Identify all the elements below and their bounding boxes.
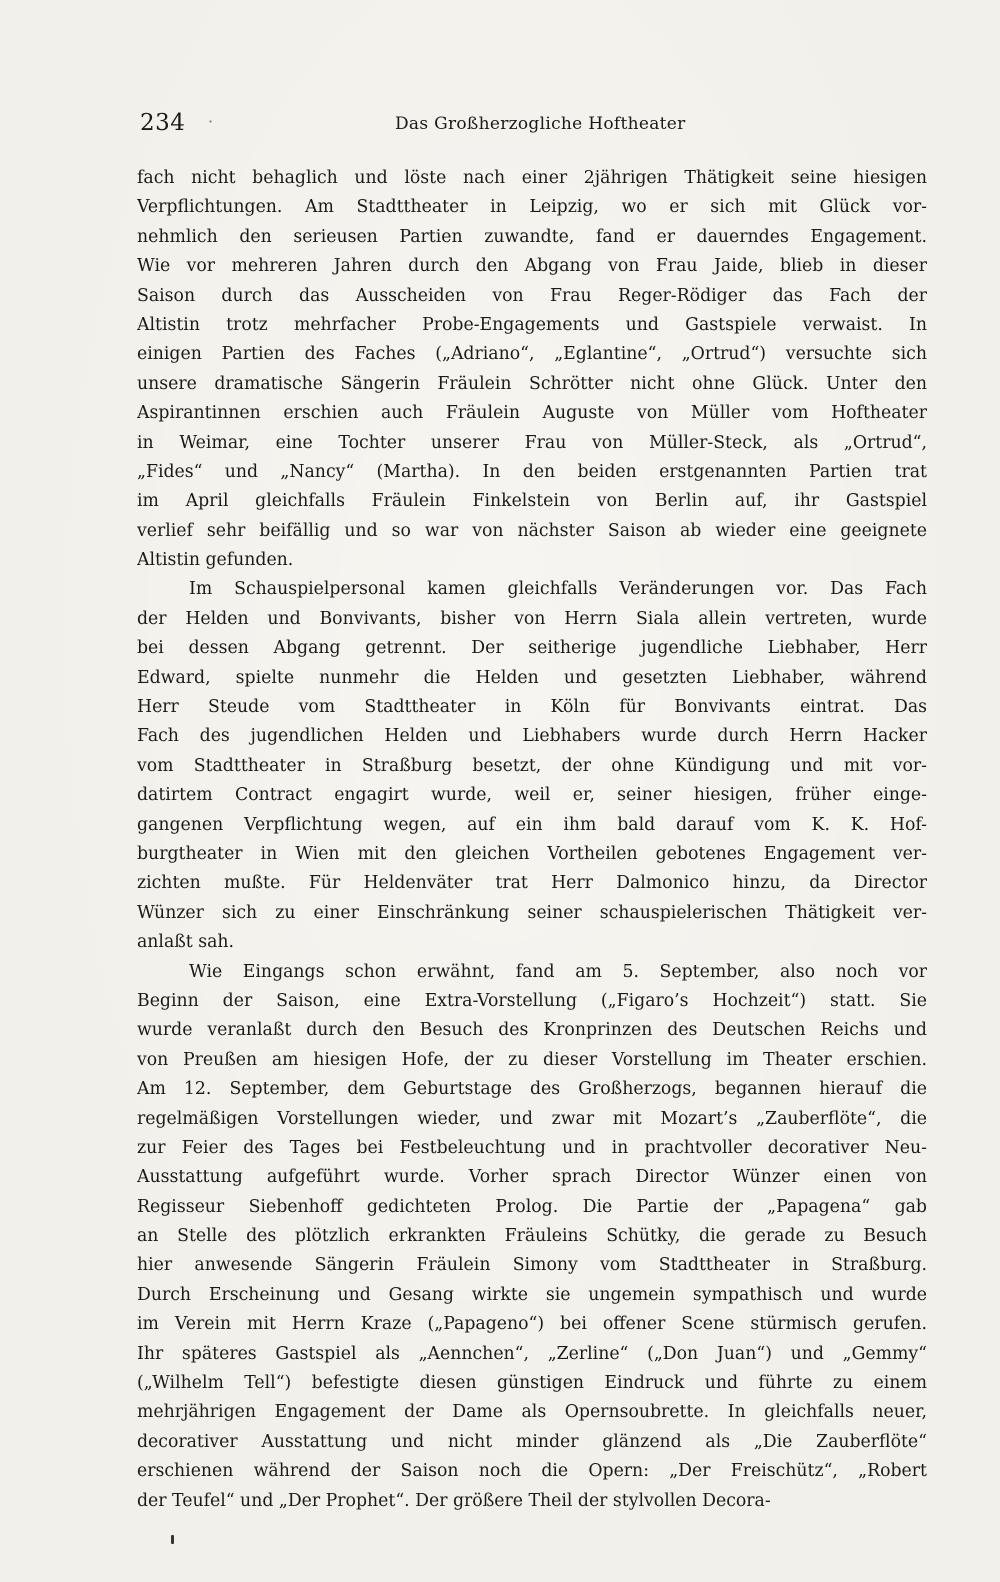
text-line: regelmäßigen Vorstellungen wieder, und zwar mit Mozart’s „Zauberflöte“, die [137, 1108, 927, 1129]
text-line: Edward, spielte nunmehr die Helden und gesetzten Liebhaber, während [137, 667, 927, 688]
text-line: decorativer Ausstattung und nicht minder glänzend als „Die Zauberflöte“ [137, 1431, 927, 1452]
text-line: im April gleichfalls Fräulein Finkelstein von Berlin auf, ihr Gastspiel [137, 491, 927, 512]
text-line: „Fides“ und „Nancy“ (Martha). In den beiden erstgenannten Partien trat [137, 461, 927, 482]
text-line: nehmlich den serieusen Partien zuwandte, fand er dauerndes Engagement. [137, 226, 927, 247]
paragraph [137, 164, 927, 575]
text-line: Regisseur Siebenhoff gedichteten Prolog. Die Partie der „Papagena“ gab [137, 1196, 927, 1217]
text-line: Durch Erscheinung und Gesang wirkte sie ungemein sympathisch und wurde [137, 1284, 927, 1305]
running-title: Das Großherzogliche Hoftheater [395, 114, 686, 134]
page-number: 234 [140, 110, 186, 136]
text-line: Wie vor mehreren Jahren durch den Abgang von Frau Jaide, blieb in dieser [137, 256, 927, 277]
text-line: datirtem Contract engagirt wurde, weil er, seiner hiesigen, früher einge- [137, 785, 927, 806]
text-line: von Preußen am hiesigen Hofe, der zu dieser Vorstellung im Theater erschien. [137, 1049, 927, 1070]
text-line: Ihr späteres Gastspiel als „Aennchen“, „Zerline“ („Don Juan“) und „Gemmy“ [137, 1343, 927, 1364]
text-line: im Verein mit Herrn Kraze („Papageno“) bei offener Scene stürmisch gerufen. [137, 1314, 927, 1335]
text-line: Ausstattung aufgeführt wurde. Vorher sprach Director Wünzer einen von [137, 1167, 927, 1188]
text-line: Saison durch das Ausscheiden von Frau Reger-Rödiger das Fach der [137, 285, 927, 306]
text-line: verlief sehr beifällig und so war von nächster Saison ab wieder eine geeignete [137, 520, 927, 541]
text-line: zichten mußte. Für Heldenväter trat Herr Dalmonico hinzu, da Director [137, 873, 927, 894]
text-line: Wie Eingangs schon erwähnt, fand am 5. September, also noch vor [189, 961, 927, 982]
paragraph [137, 575, 927, 957]
text-line: („Wilhelm Tell“) befestigte diesen günstigen Eindruck und führte zu einem [137, 1373, 927, 1394]
text-line: hier anwesende Sängerin Fräulein Simony vom Stadttheater in Straßburg. [137, 1255, 927, 1276]
text-line: an Stelle des plötzlich erkrankten Fräuleins Schütky, die gerade zu Besuch [137, 1226, 927, 1247]
text-line: einigen Partien des Faches („Adriano“, „Eglantine“, „Ortrud“) versuchte sich [137, 344, 927, 365]
text-line: Beginn der Saison, eine Extra-Vorstellung („Figaro’s Hochzeit“) statt. Sie [137, 990, 927, 1011]
text-line: der Helden und Bonvivants, bisher von Herrn Siala allein vertreten, wurde [137, 608, 927, 629]
text-line: erschienen während der Saison noch die Opern: „Der Freischütz“, „Robert [137, 1461, 927, 1482]
text-line: gangenen Verpflichtung wegen, auf ein ihm bald darauf vom K. K. Hof- [137, 814, 927, 835]
text-line: unsere dramatische Sängerin Fräulein Schrötter nicht ohne Glück. Unter den [137, 373, 927, 394]
text-line: bei dessen Abgang getrennt. Der seitherige jugendliche Liebhaber, Herr [137, 638, 927, 659]
text-line: anlaßt sah. [137, 932, 235, 953]
text-line: in Weimar, eine Tochter unserer Frau von Müller-Steck, als „Ortrud“, [137, 432, 927, 453]
text-line: zur Feier des Tages bei Festbeleuchtung und in prachtvoller decorativer Neu- [137, 1137, 927, 1158]
running-head [140, 110, 860, 140]
header-mark: · [208, 112, 214, 131]
text-line: Wünzer sich zu einer Einschränkung seiner schauspielerischen Thätigkeit ver- [137, 902, 927, 923]
body-text [137, 164, 927, 1516]
text-line: mehrjährigen Engagement der Dame als Opernsoubrette. In gleichfalls neuer, [137, 1402, 927, 1423]
scan-speck [171, 1535, 174, 1544]
text-line: der Teufel“ und „Der Prophet“. Der größere Theil der stylvollen Decora- [137, 1490, 771, 1511]
text-line: wurde veranlaßt durch den Besuch des Kronprinzen des Deutschen Reichs und [137, 1020, 927, 1041]
text-line: Fach des jugendlichen Helden und Liebhabers wurde durch Herrn Hacker [137, 726, 927, 747]
text-line: Altistin trotz mehrfacher Probe-Engagements und Gastspiele verwaist. In [137, 314, 927, 335]
text-line: burgtheater in Wien mit den gleichen Vortheilen gebotenes Engagement ver- [137, 843, 927, 864]
text-line: Verpflichtungen. Am Stadttheater in Leipzig, wo er sich mit Glück vor- [137, 197, 927, 218]
paragraph [137, 958, 927, 1516]
text-line: Altistin gefunden. [137, 550, 294, 571]
text-line: Am 12. September, dem Geburtstage des Großherzogs, begannen hierauf die [137, 1079, 927, 1100]
text-line: Herr Steude vom Stadttheater in Köln für Bonvivants eintrat. Das [137, 697, 927, 718]
text-line: vom Stadttheater in Straßburg besetzt, der ohne Kündigung und mit vor- [137, 755, 927, 776]
text-line: fach nicht behaglich und löste nach einer 2jährigen Thätigkeit seine hiesigen [137, 168, 927, 188]
text-line: Aspirantinnen erschien auch Fräulein Auguste von Müller vom Hoftheater [137, 403, 927, 424]
text-line: Im Schauspielpersonal kamen gleichfalls Veränderungen vor. Das Fach [189, 579, 927, 600]
